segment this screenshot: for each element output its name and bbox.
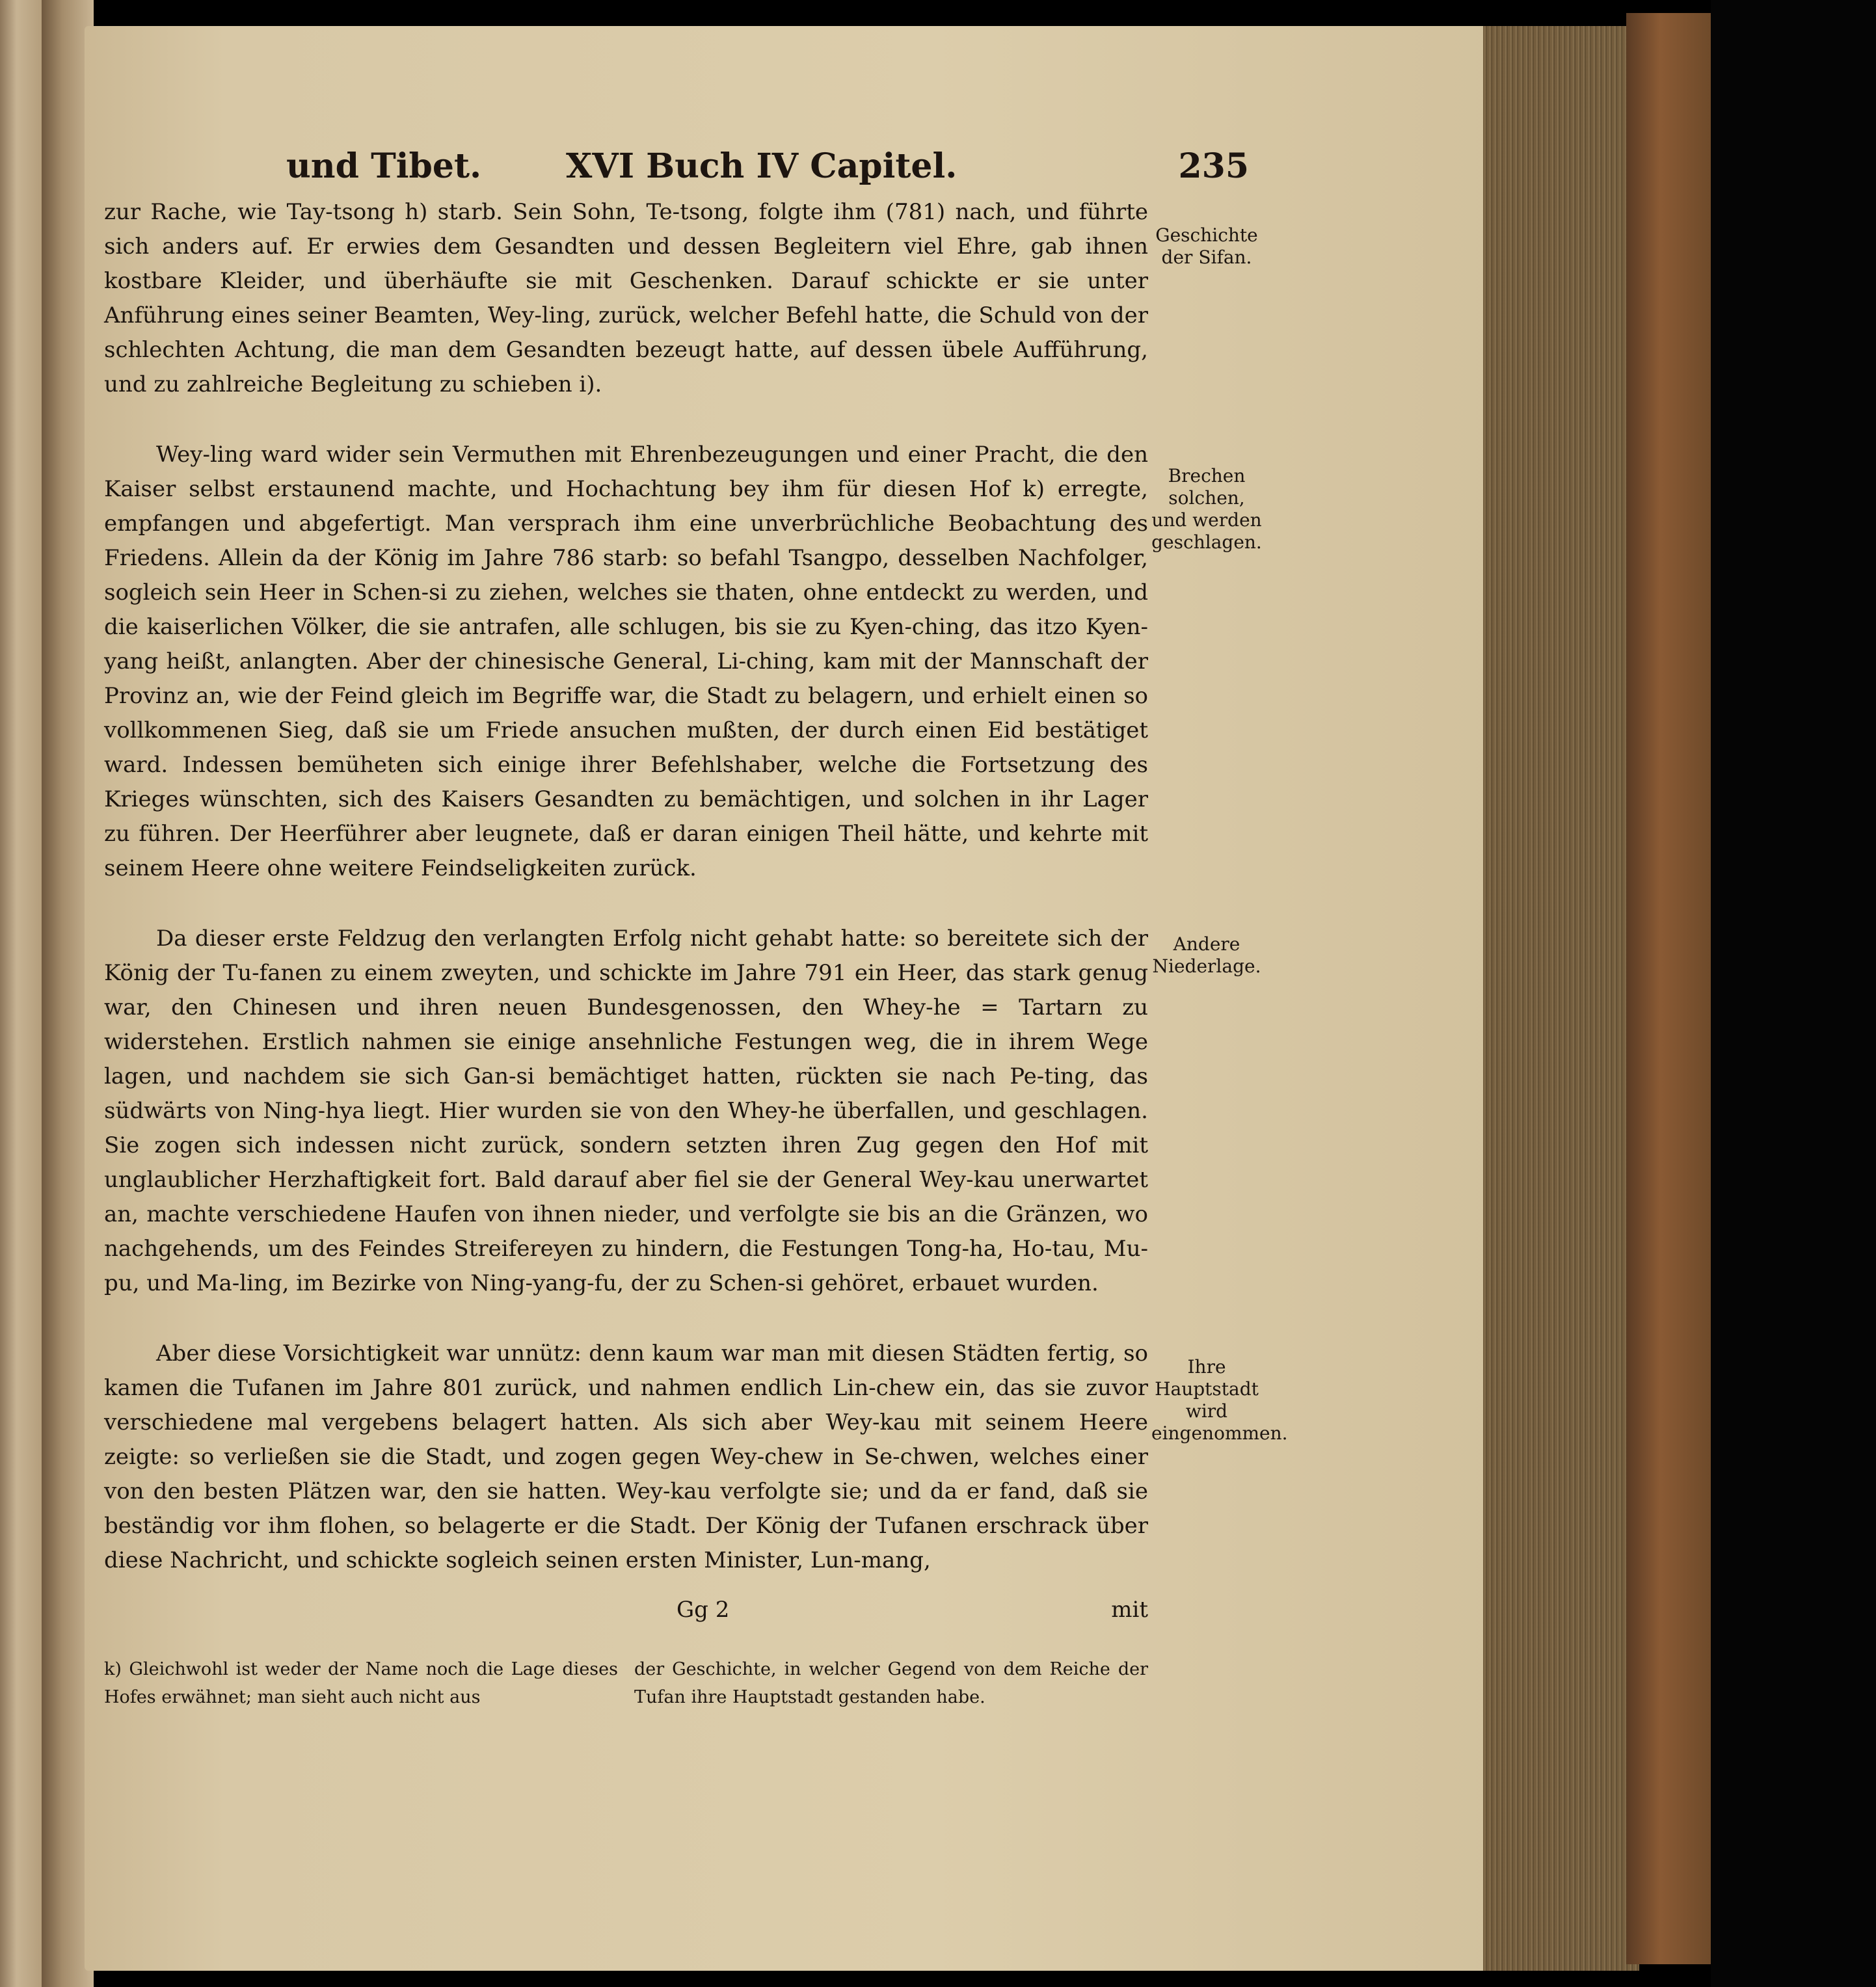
body-text xyxy=(104,195,1148,1614)
page-number: 235 xyxy=(1178,146,1249,186)
book-fore-edge xyxy=(1483,26,1639,1971)
left-page-edge xyxy=(0,0,42,1987)
running-title-chapter: XVI Buch IV Capitel. xyxy=(566,146,958,186)
scan-background xyxy=(1711,0,1876,1987)
paragraph: Aber diese Vorsichtigkeit war unnütz: denn kaum war man mit diesen Städten fertig, so kamen die Tufanen im Jahre 801 zurück, und nahmen endlich Lin-chew ein, das sie zuvor verschiedene mal vergebens belagert hatten. Als sich aber Wey-kau mit seinem Heere zeigte: so verließen sie die Stadt, und zogen gegen Wey-chew in Se-chwen, welches einer von den besten Plätzen war, den sie hatten. Wey-kau verfolgte sie; und da er fand, daß sie beständig vor ihm flohen, so belagerte er die Stadt. Der König der Tufanen erschrack über diese Nachricht, und schickte sogleich seinen ersten Minister, Lun-mang, xyxy=(104,1340,1148,1573)
marginal-note: Andere Niederlage. xyxy=(1152,933,1261,977)
marginal-note: Brechen solchen, und werden geschlagen. xyxy=(1151,465,1262,553)
running-header xyxy=(286,146,1249,198)
catchword: mit xyxy=(1111,1597,1148,1623)
footnote-column: k) Gleichwohl ist weder der Name noch die Lage dieses Hofes erwähnet; man sieht auch nicht aus xyxy=(104,1659,618,1707)
book-cover-edge xyxy=(1626,13,1711,1964)
footnote-column: der Geschichte, in welcher Gegend von dem Reiche der Tufan ihre Hauptstadt gestanden habe. xyxy=(634,1659,1148,1707)
paragraph: Wey-ling ward wider sein Vermuthen mit Ehrenbezeugungen und einer Pracht, die den Kaiser selbst erstaunend machte, und Hochachtung bey ihm für diesen Hof k) erregte, empfangen und abgefertigt. Man versprach ihm eine unverbrüchliche Beobachtung des Friedens. Allein da der König im Jahre 786 starb: so befahl Tsangpo, desselben Nachfolger, sogleich sein Heer in Schen-si zu ziehen, welches sie thaten, ohne entdeckt zu werden, und die kaiserlichen Völker, die sie antrafen, alle schlugen, bis sie zu Kyen-ching, das itzo Kyen-yang heißt, anlangten. Aber der chinesische General, Li-ching, kam mit der Mannschaft der Provinz an, wie der Feind gleich im Begriffe war, die Stadt zu belagern, und erhielt einen so vollkommenen Sieg, daß sie um Friede ansuchen mußten, der durch einen Eid bestätiget ward. Indessen bemüheten sich einige ihrer Befehlshaber, welche die Fortsetzung des Krieges wünschten, sich des Kaisers Gesandten zu bemächtigen, und solchen in ihr Lager zu führen. Der Heerführer aber leugnete, daß er daran einigen Theil hätte, und kehrte mit seinem Heere ohne weitere Feindseligkeiten zurück. xyxy=(104,442,1148,881)
signature-mark: Gg 2 xyxy=(677,1597,730,1623)
paragraph: Da dieser erste Feldzug den verlangten Erfolg nicht gehabt hatte: so bereitete sich der König der Tu-fanen zu einem zweyten, und schickte im Jahre 791 ein Heer, das stark genug war, den Chinesen und ihren neuen Bundesgenossen, den Whey-he = Tartarn zu widerstehen. Erstlich nahmen sie einige ansehnliche Festungen weg, die in ihrem Wege lagen, und nachdem sie sich Gan-si bemächtiget hatten, rückten sie nach Pe-ting, das südwärts von Ning-hya liegt. Hier wurden sie von den Whey-he überfallen, und geschlagen. Sie zogen sich indessen nicht zurück, sondern setzten ihren Zug gegen den Hof mit unglaublicher Herzhaftigkeit fort. Bald darauf aber fiel sie der General Wey-kau unerwartet an, machte verschiedene Haufen von ihnen nieder, und verfolgte sie bis an die Gränzen, wo nachgehends, um des Feindes Streifereyen zu hindern, die Festungen Tong-ha, Ho-tau, Mu-pu, und Ma-ling, im Bezirke von Ning-yang-fu, der zu Schen-si gehöret, erbauet wurden. xyxy=(104,926,1148,1296)
running-title-left: und Tibet. xyxy=(286,146,482,186)
marginal-note: Ihre Hauptstadt wird eingenommen. xyxy=(1151,1356,1288,1444)
marginal-note: Geschichte der Sifan. xyxy=(1155,224,1258,268)
paragraph: zur Rache, wie Tay-tsong h) starb. Sein Sohn, Te-tsong, folgte ihm (781) nach, und führte sich anders auf. Er erwies dem Gesandten und dessen Begleitern viel Ehre, gab ihnen kostbare Kleider, und überhäufte sie mit Geschenken. Darauf schickte er sie unter Anführung eines seiner Beamten, Wey-ling, zurück, welcher Befehl hatte, die Schuld von der schlechten Achtung, die man dem Gesandten bezeugt hatte, auf dessen übele Aufführung, und zu zahlreiche Begleitung zu schieben i). xyxy=(104,199,1148,397)
